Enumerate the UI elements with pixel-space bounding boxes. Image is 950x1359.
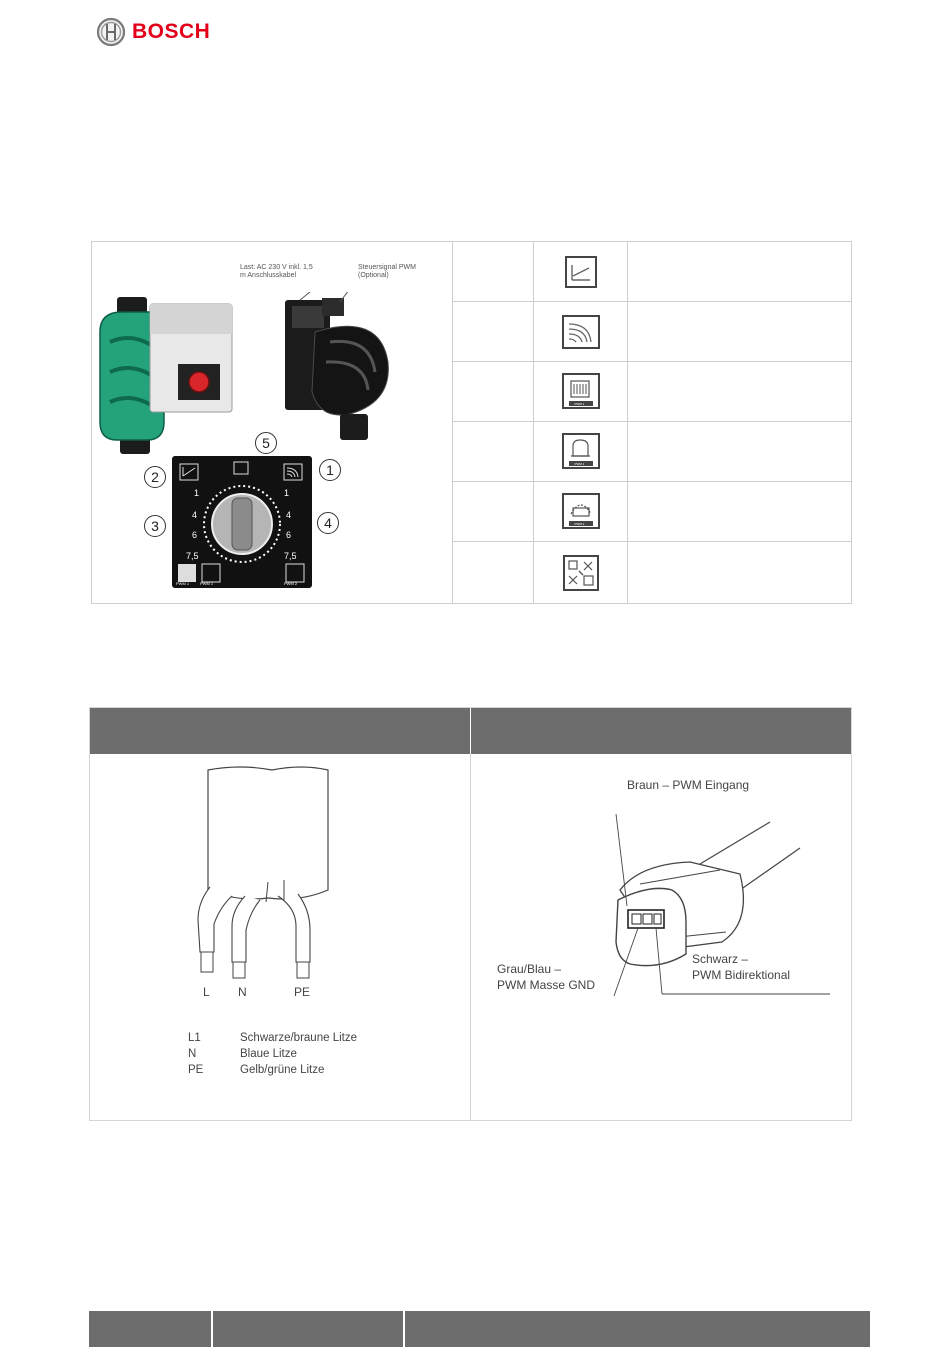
venting-icon: [562, 554, 600, 592]
dial-left-1: 1: [194, 488, 200, 498]
pwm2-icon: [561, 492, 601, 532]
control-dial-panel: [172, 456, 312, 588]
label-power-cable: Last: AC 230 V inkl. 1,5 m Anschlusskabel: [240, 264, 313, 279]
mode-row-5: [452, 482, 851, 542]
legend-row-n: N Blaue Litze: [188, 1048, 297, 1060]
pump-photo-cell: [92, 242, 453, 603]
constant-pressure-icon: [563, 254, 599, 290]
dial-label-pwm1b: PWM 1: [200, 581, 214, 586]
dial-right-7-5: 7,5: [284, 551, 297, 561]
label-grey-line2: PWM Masse GND: [497, 978, 596, 992]
callout-3: 3: [144, 515, 166, 537]
label-black-line2: PWM Bidirektional: [692, 968, 791, 982]
callout-5: 5: [255, 432, 277, 454]
wire-legend: [188, 1030, 357, 1078]
mode-row-3: [452, 362, 851, 422]
callout-2: 2: [144, 466, 166, 488]
dial-label-pwm2: PWM 2: [284, 581, 298, 586]
connection-table-header: [90, 708, 851, 754]
pump-mode-table: [91, 241, 852, 604]
terminal-label-n: N: [238, 985, 247, 999]
legend-row-l1: L1 Schwarze/braune Litze: [188, 1032, 357, 1044]
mode-row-1: [452, 242, 851, 302]
callout-1: 1: [319, 459, 341, 481]
dial-left-6: 6: [192, 530, 198, 540]
bosch-armature-icon: [96, 17, 126, 47]
callout-4: 4: [317, 512, 339, 534]
dial-right-6: 6: [286, 530, 292, 540]
pump-side-image: [270, 292, 410, 452]
dial-right-1: 1: [284, 488, 290, 498]
brand-name: BOSCH: [132, 20, 211, 43]
mode-row-2: [452, 302, 851, 362]
connection-table-body: [90, 754, 851, 1120]
control-dial-graphic: [172, 456, 312, 588]
dial-right-4: 4: [286, 510, 292, 520]
icon-caption-pwm2: PWM 2: [574, 521, 585, 526]
pwm1-heating-icon: [561, 372, 601, 412]
icon-caption-pwm1b: PWM 1: [574, 461, 585, 466]
bosch-logo: [96, 16, 210, 48]
terminal-label-l: L: [203, 985, 210, 999]
terminal-label-pe: PE: [294, 985, 311, 999]
dial-label-pwm1a: PWM 1: [176, 581, 190, 586]
icon-caption-pwm1a: PWM 1: [574, 401, 585, 406]
pump-front-image: [92, 292, 262, 462]
label-grey-line1: Grau/Blau –: [497, 962, 562, 976]
connection-table: [89, 707, 852, 1121]
pwm1-solar-icon: [561, 432, 601, 472]
dial-left-4: 4: [192, 510, 198, 520]
label-control-signal: Steuersignal PWM (Optional): [358, 264, 416, 279]
dial-left-7-5: 7,5: [186, 551, 199, 561]
mode-rows: [452, 242, 851, 603]
label-black-line1: Schwarz –: [692, 952, 749, 966]
footer-table-header: [89, 1311, 870, 1347]
legend-row-pe: PE Gelb/grüne Litze: [188, 1064, 325, 1076]
variable-pressure-icon: [561, 314, 601, 350]
mains-cable-drawing: [180, 762, 340, 982]
label-brown-pwm-input: Braun – PWM Eingang: [627, 778, 750, 792]
mode-row-6: [452, 542, 851, 603]
mode-row-4: [452, 422, 851, 482]
